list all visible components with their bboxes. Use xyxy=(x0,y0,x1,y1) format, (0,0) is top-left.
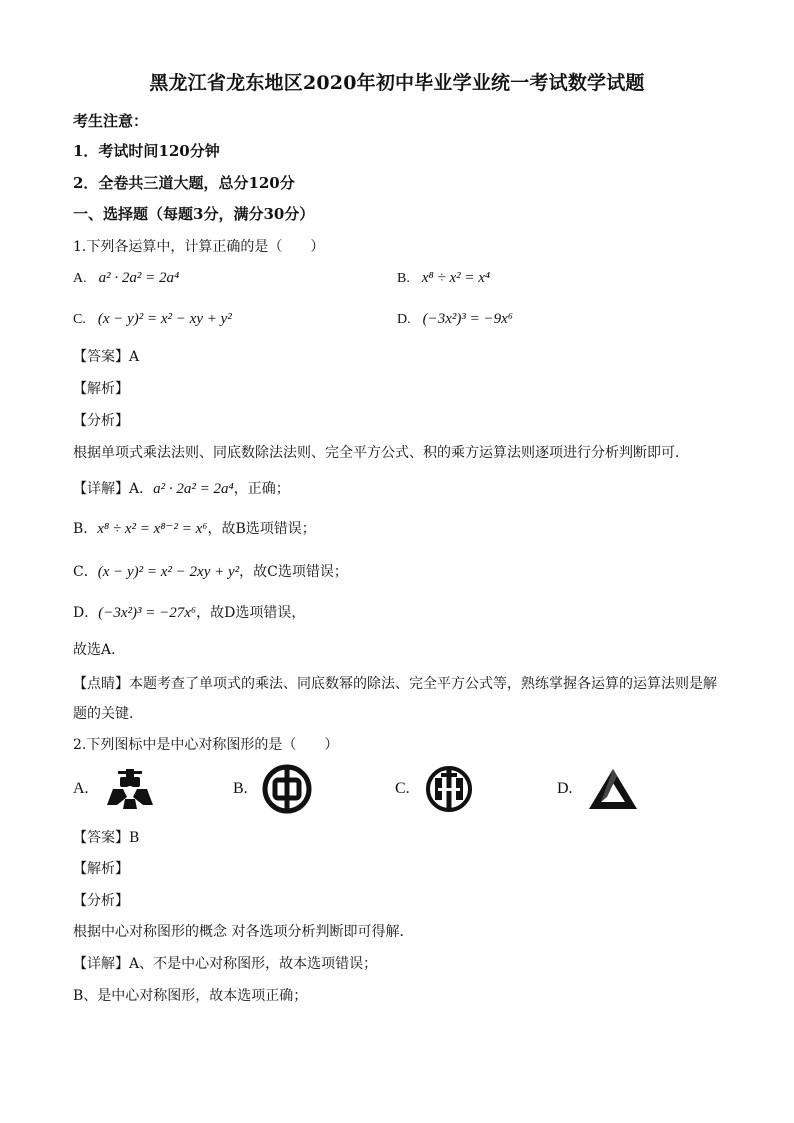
q1-option-b-expr: x⁸ ÷ x² = x⁴ xyxy=(421,270,491,286)
q2-answer: 【答案】B xyxy=(73,830,140,846)
q2-option-a-label: A. xyxy=(73,780,89,797)
q1-detail-a-label: 【详解】A． xyxy=(73,481,154,497)
q1-answer: 【答案】A xyxy=(73,349,140,365)
q2-option-d-label: D. xyxy=(557,780,573,797)
q2-option-d xyxy=(557,766,639,812)
q2-fenxi: 【分析】 xyxy=(73,893,129,909)
q1-option-c-expr: (x − y)² = x² − xy + y² xyxy=(97,311,232,327)
q2-analysis: 根据中心对称图形的概念 对各选项分析判断即可得解． xyxy=(73,924,414,940)
q2-option-c xyxy=(395,766,474,812)
q1-option-d-expr: (−3x²)³ = −9x⁶ xyxy=(422,311,514,327)
q1-detail-c xyxy=(73,561,348,581)
q1-option-d-label: D. xyxy=(397,312,411,327)
bank-of-china-logo-icon xyxy=(262,764,312,814)
q1-dianjing-line1: 【点睛】本题考查了单项式的乘法、同底数幂的除法、完全平方公式等，熟练掌握各运算的运算法则是解 xyxy=(73,676,717,692)
agricultural-bank-logo-icon xyxy=(424,764,474,814)
q1-option-a-expr: a² · 2a² = 2a⁴ xyxy=(98,270,180,286)
q1-option-d xyxy=(397,311,513,328)
q2-option-b-label: B. xyxy=(233,780,248,797)
q1-jiexi: 【解析】 xyxy=(73,381,129,397)
q1-detail-c-label: C． xyxy=(73,564,98,580)
q2-option-a xyxy=(73,766,157,812)
q1-detail-c-tail: ，故C选项错误； xyxy=(239,564,348,580)
notice-item-time: 1．考试时间120分钟 xyxy=(73,142,220,160)
q1-option-c xyxy=(73,311,232,328)
notice-item-score: 2．全卷共三道大题，总分120分 xyxy=(73,174,295,192)
q1-option-a xyxy=(73,270,179,287)
q1-detail-a-expr: a² · 2a² = 2a⁴ xyxy=(153,481,234,497)
q1-fenxi: 【分析】 xyxy=(73,413,129,429)
q1-detail-b-label: B． xyxy=(73,521,98,537)
q1-choose: 故选A． xyxy=(73,642,126,658)
q1-detail-b-tail: ，故B选项错误； xyxy=(207,521,316,537)
page-title: 黑龙江省龙东地区2020年初中毕业学业统一考试数学试题 xyxy=(149,72,645,94)
q1-detail-d xyxy=(73,602,305,622)
q1-detail-d-tail: ，故D选项错误， xyxy=(196,605,306,621)
q1-detail-d-label: D． xyxy=(73,605,99,621)
q1-detail-b-expr: x⁸ ÷ x² = x⁸⁻² = x⁶ xyxy=(97,521,208,537)
q1-detail-b xyxy=(73,518,316,538)
triangle-logo-icon xyxy=(587,767,639,811)
q1-dianjing-line2: 题的关键． xyxy=(73,706,143,722)
q2-option-b xyxy=(233,766,312,812)
q2-jiexi: 【解析】 xyxy=(73,861,129,877)
q1-detail-a-tail: ，正确； xyxy=(233,481,290,497)
q1-option-c-label: C. xyxy=(73,312,86,327)
q1-analysis: 根据单项式乘法法则、同底数除法法则、完全平方公式、积的乘方运算法则逐项进行分析判断即可． xyxy=(73,445,689,461)
q1-option-b xyxy=(397,270,490,287)
notice-heading: 考生注意： xyxy=(73,112,149,130)
q2-detail-a: 【详解】A、不是中心对称图形，故本选项错误； xyxy=(73,956,378,972)
bank-logo-a-icon xyxy=(103,767,157,811)
q1-stem: 1.下列各运算中，计算正确的是（ ） xyxy=(73,239,325,255)
q1-detail-d-expr: (−3x²)³ = −27x⁶ xyxy=(98,605,197,621)
q1-detail-c-expr: (x − y)² = x² − 2xy + y² xyxy=(97,564,240,580)
q1-detail-a xyxy=(73,478,290,498)
q2-detail-b: B、是中心对称图形，故本选项正确； xyxy=(73,988,308,1004)
q2-option-c-label: C. xyxy=(395,780,410,797)
q1-option-b-label: B. xyxy=(397,271,410,286)
q1-option-a-label: A. xyxy=(73,271,87,286)
q2-stem: 2.下列图标中是中心对称图形的是（ ） xyxy=(73,737,339,753)
section-heading: 一、选择题（每题3分，满分30分） xyxy=(73,205,315,223)
